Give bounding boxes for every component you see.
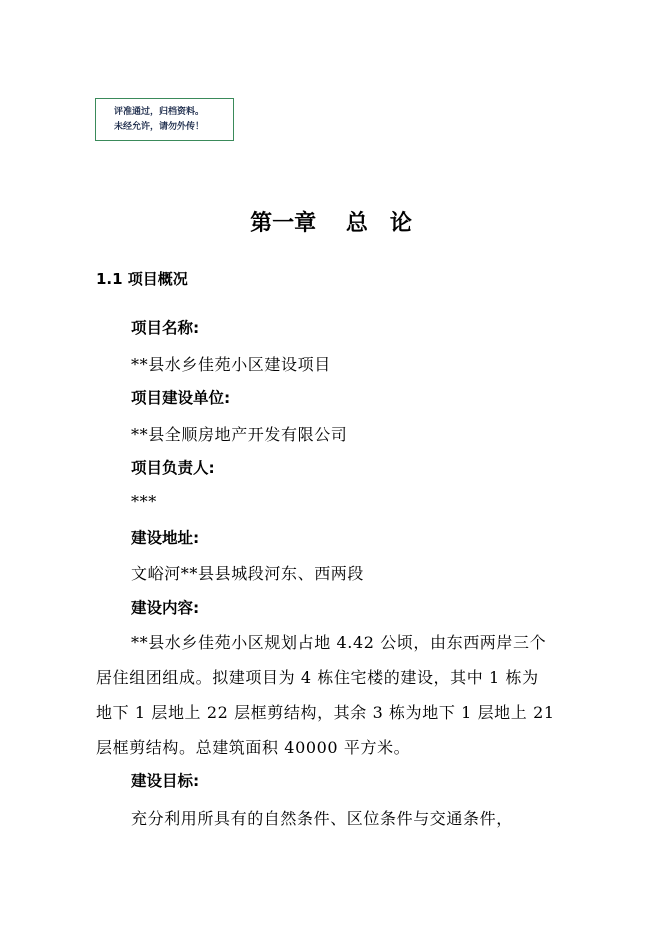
field-label-builder: 项目建设单位: (131, 389, 231, 407)
goal-text: 充分利用所具有的自然条件、区位条件与交通条件， (131, 809, 513, 828)
notice-line-1: 评准通过，归档资料。 (114, 107, 205, 117)
approval-notice-box (95, 98, 234, 141)
field-label-project-name: 项目名称: (131, 319, 200, 337)
goal-label: 建设目标: (131, 772, 200, 790)
field-value-builder: **县全顺房地产开发有限公司 (131, 425, 348, 444)
field-value-project-name: **县水乡佳苑小区建设项目 (131, 355, 331, 374)
field-value-leader: *** (131, 492, 157, 511)
field-value-address: 文峪河**县县城段河东、西两段 (131, 564, 365, 583)
field-label-leader: 项目负责人: (131, 459, 215, 477)
field-label-address: 建设地址: (131, 529, 200, 547)
content-paragraph-line-2: 居住组团组成。拟建项目为 4 栋住宅楼的建设，其中 1 栋为 (96, 668, 539, 687)
chapter-title: 第一章 总 论 (250, 211, 412, 236)
content-paragraph-line-3: 地下 1 层地上 22 层框剪结构，其余 3 栋为地下 1 层地上 21 (96, 703, 555, 722)
section-title: 1.1 项目概况 (96, 270, 188, 288)
content-paragraph-line-4: 层框剪结构。总建筑面积 40000 平方米。 (96, 738, 411, 757)
notice-line-2: 未经允许，请勿外传！ (114, 122, 205, 132)
content-paragraph-line-1: **县水乡佳苑小区规划占地 4.42 公顷，由东西两岸三个 (131, 633, 547, 652)
field-label-content: 建设内容: (131, 599, 200, 617)
